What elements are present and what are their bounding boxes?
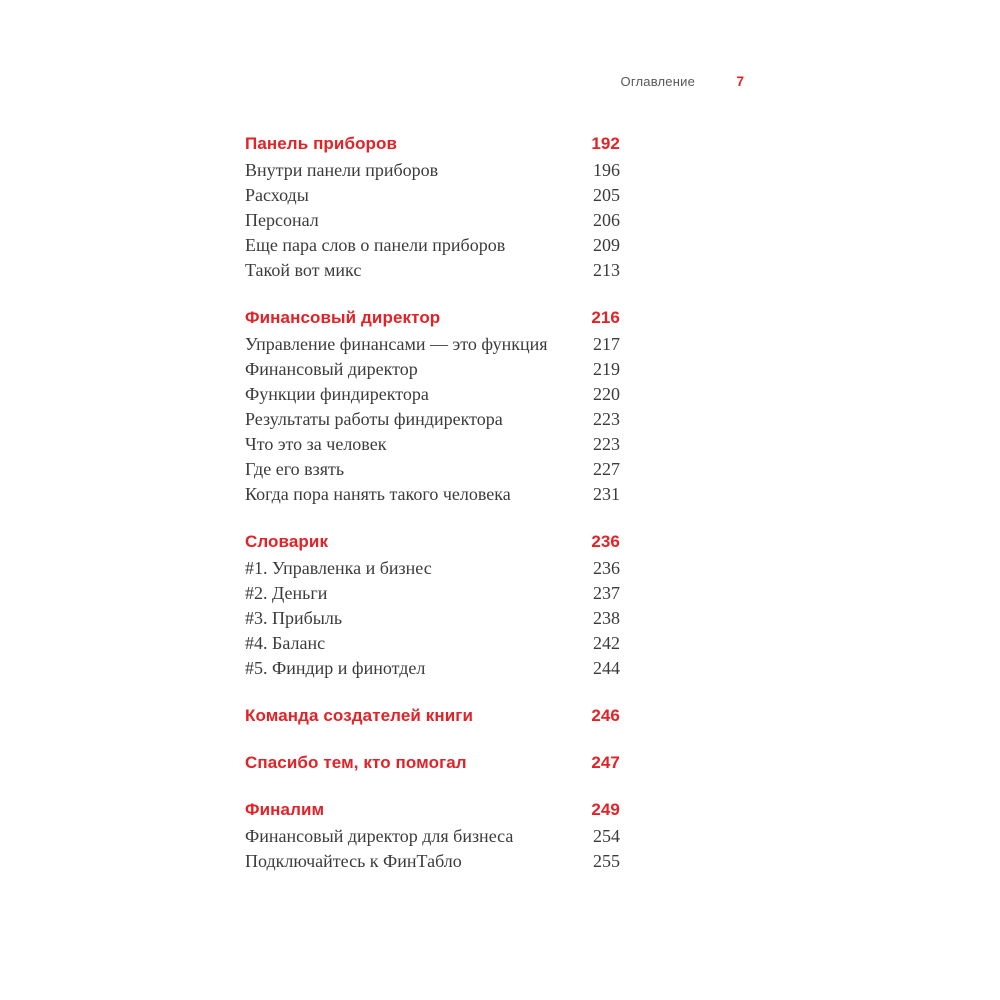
toc-section-heading (245, 797, 620, 822)
toc-entry (245, 382, 620, 407)
toc-entry-label: Персонал (245, 210, 319, 230)
toc-entry-page-number: 238 (593, 608, 620, 628)
toc-entry (245, 233, 620, 258)
toc-section-page-number: 247 (591, 753, 620, 772)
toc-section (245, 529, 620, 681)
toc-section-page-number: 249 (591, 800, 620, 819)
toc-section-heading (245, 305, 620, 330)
toc-entry (245, 457, 620, 482)
toc-entry (245, 849, 620, 874)
toc-entry-label: #3. Прибыль (245, 608, 343, 628)
toc-section-heading (245, 703, 620, 728)
toc-entry-label: #5. Финдир и финотдел (245, 658, 426, 678)
toc-section-title: Панель приборов (245, 134, 398, 153)
toc-entry (245, 432, 620, 457)
toc-entry-label: Функции финдиректора (245, 384, 429, 404)
toc-section-title: Финансовый директор (245, 308, 441, 327)
toc-entry-label: #1. Управленка и бизнес (245, 558, 432, 578)
toc-entry-label: Еще пара слов о панели приборов (245, 235, 506, 255)
toc-entry-label: Что это за человек (245, 434, 387, 454)
toc-entry (245, 631, 620, 656)
toc-entry (245, 357, 620, 382)
toc-entry-page-number: 219 (593, 359, 620, 379)
toc-section (245, 750, 620, 775)
toc-section-title: Словарик (245, 532, 329, 551)
toc-entry-page-number: 217 (593, 334, 620, 354)
toc-entry-page-number: 231 (593, 484, 620, 504)
toc-entry-page-number: 209 (593, 235, 620, 255)
toc-entry-page-number: 244 (593, 658, 620, 678)
toc-section-title: Команда создателей книги (245, 706, 474, 725)
toc-entry (245, 606, 620, 631)
toc-section-page-number: 192 (591, 134, 620, 153)
toc-entry (245, 482, 620, 507)
toc-entry (245, 208, 620, 233)
toc-entry-page-number: 242 (593, 633, 620, 653)
toc-entry-label: Когда пора нанять такого человека (245, 484, 511, 504)
toc-entry (245, 258, 620, 283)
toc-entry-label: Финансовый директор для бизнеса (245, 826, 514, 846)
toc-entry (245, 556, 620, 581)
toc-entry-page-number: 227 (593, 459, 620, 479)
toc-section (245, 703, 620, 728)
toc-section-page-number: 246 (591, 706, 620, 725)
toc-section-title: Финалим (245, 800, 325, 819)
toc-entry-page-number: 206 (593, 210, 620, 230)
toc-entry-page-number: 223 (593, 409, 620, 429)
running-header-page-number: 7 (736, 74, 744, 89)
toc-entry-page-number: 196 (593, 160, 620, 180)
toc-section-heading (245, 529, 620, 554)
toc-entry-page-number: 205 (593, 185, 620, 205)
toc-entry (245, 656, 620, 681)
toc-entry-page-number: 223 (593, 434, 620, 454)
toc-entry (245, 332, 620, 357)
toc-entry-label: Результаты работы финдиректора (245, 409, 503, 429)
toc-section (245, 305, 620, 507)
toc-entry (245, 824, 620, 849)
toc-entry-label: Внутри панели приборов (245, 160, 439, 180)
toc-section-page-number: 216 (591, 308, 620, 327)
running-header (0, 74, 744, 89)
toc-section-heading (245, 750, 620, 775)
toc (245, 131, 620, 896)
toc-section (245, 797, 620, 874)
toc-entry (245, 158, 620, 183)
toc-entry-label: Где его взять (245, 459, 345, 479)
toc-entry-label: Подключайтесь к ФинТабло (245, 851, 462, 871)
toc-entry-page-number: 255 (593, 851, 620, 871)
toc-entry (245, 581, 620, 606)
toc-entry-label: Финансовый директор (245, 359, 418, 379)
toc-section-page-number: 236 (591, 532, 620, 551)
toc-entry (245, 183, 620, 208)
toc-entry-page-number: 213 (593, 260, 620, 280)
toc-entry-page-number: 236 (593, 558, 620, 578)
toc-entry-label: Расходы (245, 185, 309, 205)
toc-entry-page-number: 254 (593, 826, 620, 846)
toc-section-heading (245, 131, 620, 156)
toc-section-title: Спасибо тем, кто помогал (245, 753, 467, 772)
toc-entry-label: #2. Деньги (245, 583, 328, 603)
toc-entry-page-number: 237 (593, 583, 620, 603)
toc-entry-label: #4. Баланс (245, 633, 326, 653)
toc-entry-page-number: 220 (593, 384, 620, 404)
toc-entry-label: Такой вот микс (245, 260, 362, 280)
toc-entry-label: Управление финансами — это функция (245, 334, 548, 354)
toc-section (245, 131, 620, 283)
toc-entry (245, 407, 620, 432)
running-header-title: Оглавление (620, 74, 695, 89)
